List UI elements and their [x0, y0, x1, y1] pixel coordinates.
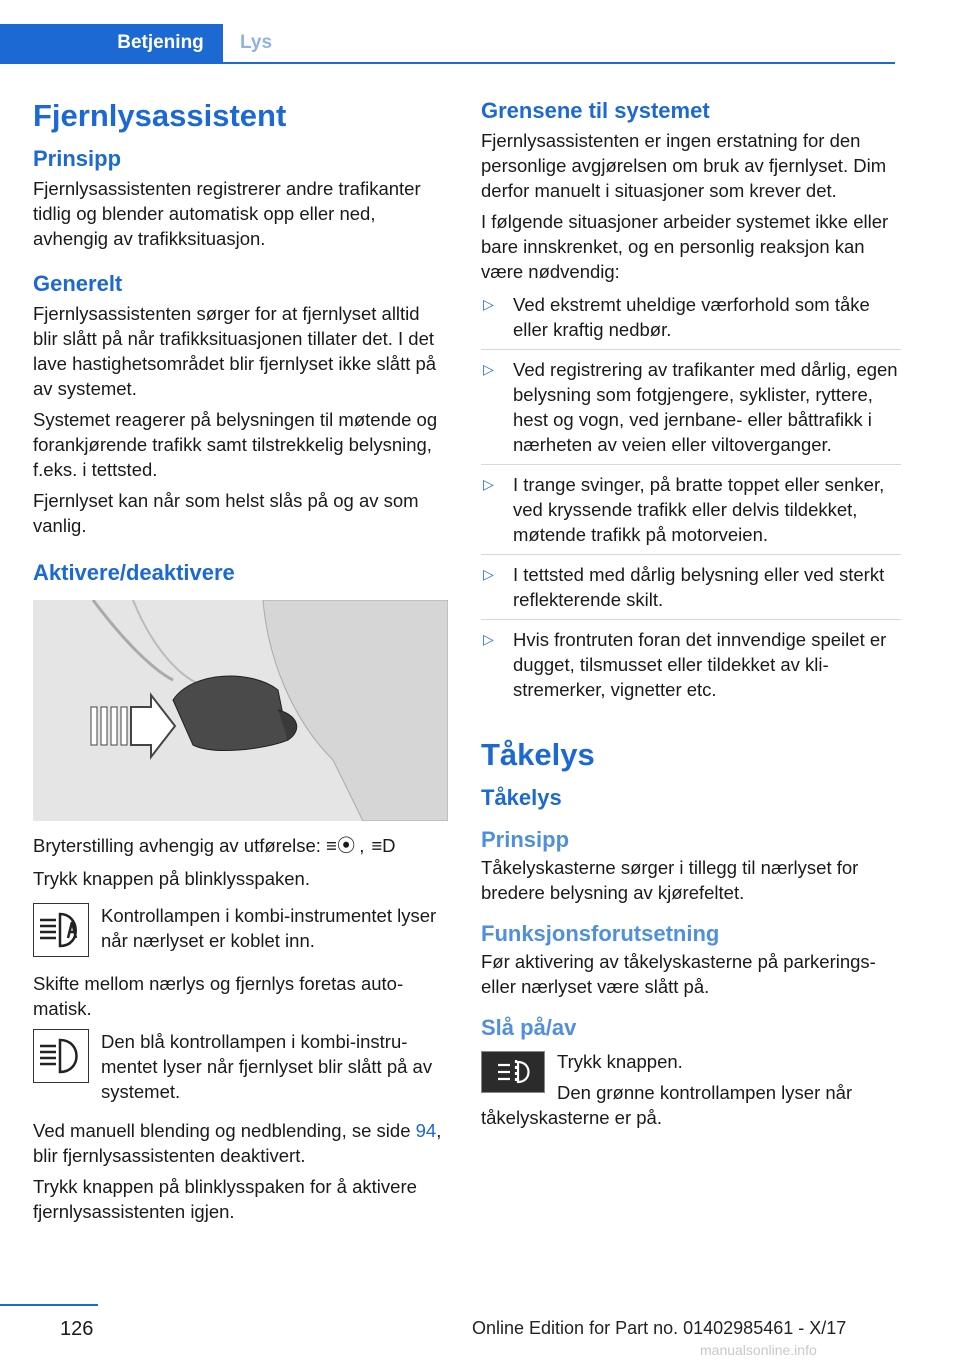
triangle-bullet-icon: ▷	[483, 296, 494, 312]
list-item-text: Hvis frontruten foran det innvendige speilet er dugget, tilsmusset eller tildekket av klistremerker, vignetter etc.	[513, 629, 887, 700]
heading-prinsipp-2: Prinsipp	[481, 827, 570, 852]
fog-row	[481, 1049, 901, 1130]
fog-light-button-icon	[481, 1051, 545, 1093]
manual-text	[33, 1118, 448, 1168]
stalk-illustration	[33, 600, 448, 821]
caption-separator: ,	[359, 835, 365, 856]
limitations-list	[481, 292, 901, 709]
heading-generelt: Generelt	[33, 271, 123, 296]
page-link-94[interactable]: 94	[415, 1120, 437, 1141]
prinsipp-text: Fjernlysassistenten registrerer andre trafikanter tidlig og blender automatisk opp eller ned, avhengig av trafikksituasjon.	[33, 178, 421, 249]
press-instruction: Trykk knappen på blinklysspaken.	[33, 868, 310, 889]
section-title-takelys: Tåkelys	[481, 737, 595, 772]
list-item-text: Ved ekstremt uheldige værforhold som tåke eller kraftig nedbør.	[513, 294, 870, 340]
list-item	[481, 357, 901, 465]
tab-bar-accent	[0, 24, 98, 62]
list-item	[481, 292, 901, 350]
page-title: Fjernlysassistent	[33, 98, 287, 133]
generelt-text-2: Systemet reagerer på belysningen til møtende og forankjørende trafikk samt tilstrekkelig belysning, f.eks. i tettsted.	[33, 409, 438, 480]
header-tabs	[0, 24, 895, 64]
high-beam-icon: ≡D	[371, 835, 396, 856]
funksjon-text: Før aktivering av tåkelyskasterne på parkerings- eller nærlyset være slått på.	[481, 951, 876, 997]
manual-text-a: Ved manuell blending og nedblending, se side	[33, 1120, 411, 1141]
fog-lamp-text: Den grønne kontrollampen lyser når tåkelyskasterne er på.	[481, 1082, 853, 1128]
takelys-prinsipp-text: Tåkelyskasterne sørger i tillegg til nærlyset for bredere belysning av kjørefeltet.	[481, 857, 859, 903]
heading-funksjonsforutsetning: Funksjonsforutsetning	[481, 921, 720, 946]
heading-prinsipp: Prinsipp	[33, 146, 122, 171]
grensene-text-2: I følgende situasjoner arbeider systemet ikke eller bare innskrenket, og en personlig reaksjon kan være nødvendig:	[481, 211, 889, 282]
triangle-bullet-icon: ▷	[483, 631, 494, 647]
heading-takelys: Tåkelys	[481, 785, 562, 810]
heading-aktivere: Aktivere/deaktivere	[33, 560, 235, 585]
stalk-drawing	[33, 600, 448, 821]
triangle-bullet-icon: ▷	[483, 361, 494, 377]
lamp1-text: Kontrollampen i kombi-instrumentet lyser når nærlyset er koblet inn.	[101, 905, 437, 951]
right-column	[481, 98, 901, 1130]
grensene-text-1: Fjernlysassistenten er ingen erstatning for den personlige avgjørelsen om bruk av fjernlyset. Dim derfor manuelt i situasjoner som krever det.	[481, 130, 887, 201]
list-item	[481, 627, 901, 709]
list-item-text: Ved registrering av trafikanter med dårlig, egen belysning som fotgjengere, syklister, ryttere, hest og vogn, ved jernbane- eller båttrafikk i nærheten av veien eller viltoverganger.	[513, 359, 898, 455]
page-number: 126	[60, 1318, 94, 1340]
lamp2-text: Den blå kontrollampen i kombi-instrumentet lyser når fjernlyset blir slått på av systemet.	[101, 1031, 433, 1102]
generelt-text-3: Fjernlyset kan når som helst slås på og av som vanlig.	[33, 490, 419, 536]
caption-text: Bryterstilling avhengig av utførelse:	[33, 835, 321, 856]
switch-caption	[33, 833, 448, 858]
heading-grensene: Grensene til systemet	[481, 98, 710, 123]
tab-lys[interactable]: Lys	[240, 32, 273, 53]
manual-text-b: , blir fjernlysassistenten deaktivert.	[33, 1120, 442, 1166]
list-item	[481, 562, 901, 620]
watermark: manualsonline.info	[700, 1342, 817, 1358]
triangle-bullet-icon: ▷	[483, 566, 494, 582]
fog-press-text: Trykk knappen.	[557, 1051, 683, 1072]
left-column	[33, 98, 448, 1224]
high-beam-lamp-icon	[33, 1029, 89, 1083]
lamp1-row	[33, 903, 448, 957]
edition-text: Online Edition for Part no. 01402985461 - X/17	[472, 1318, 847, 1338]
switch-auto-text: Skifte mellom nærlys og fjernlys foretas automatisk.	[33, 973, 404, 1019]
list-item-text: I trange svinger, på bratte toppet eller senker, ved kryssende trafikk eller delvis tildekket, møtende trafikk på motorveien.	[513, 474, 885, 545]
tab-betjening[interactable]: Betjening	[98, 24, 223, 62]
high-beam-auto-icon: ≡⦿	[326, 835, 356, 856]
generelt-text-1: Fjernlysassistenten sørger for at fjernlyset alltid blir slått på når trafikksituasjonen tillater det. I det lave hastighetsområdet blir fjernlyset ikke slått på av systemet.	[33, 303, 437, 399]
low-beam-auto-lamp-icon	[33, 903, 89, 957]
lamp2-row	[33, 1029, 448, 1104]
triangle-bullet-icon: ▷	[483, 476, 494, 492]
list-item-text: I tettsted med dårlig belysning eller ved sterkt reflekterende skilt.	[513, 564, 885, 610]
reactivate-text: Trykk knappen på blinklysspaken for å aktivere fjernlysassistenten igjen.	[33, 1176, 417, 1222]
footer-rule	[0, 1304, 98, 1306]
heading-sla-pa-av: Slå på/av	[481, 1015, 577, 1040]
list-item	[481, 472, 901, 555]
